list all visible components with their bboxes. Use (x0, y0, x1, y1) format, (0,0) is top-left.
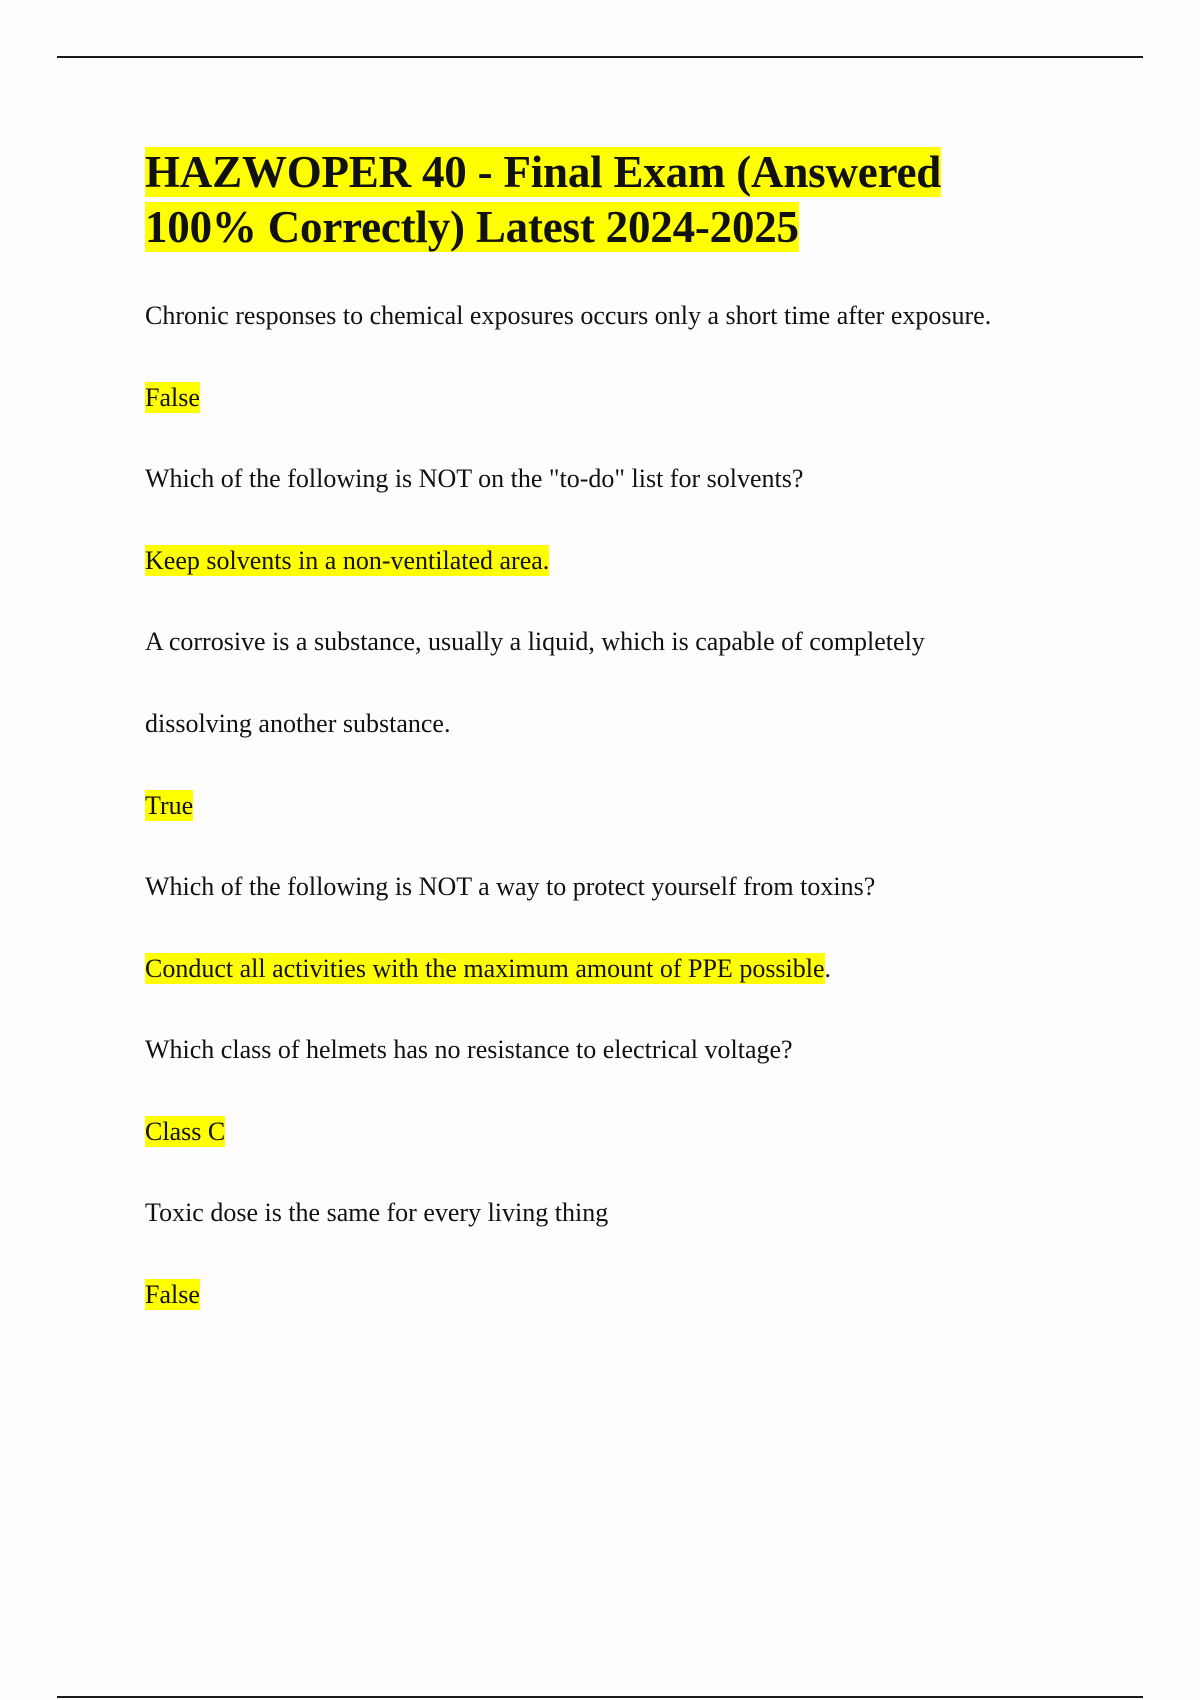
answer-text (145, 765, 1105, 846)
document-title (145, 145, 1105, 255)
question-text-continued: dissolving another substance. (145, 709, 451, 738)
question-text: Which class of helmets has no resistance to electrical voltage? (145, 1035, 793, 1064)
answer-text (145, 1091, 1105, 1172)
answer-text: Conduct all activities with the maximum amount of PPE possible. (145, 954, 832, 983)
question-text: Chronic responses to chemical exposures occurs only a short time after exposure. (145, 301, 992, 330)
question-text: Toxic dose is the same for every living thing (145, 1198, 609, 1227)
answer-highlight: False (145, 1280, 200, 1309)
answer-highlight: Conduct all activities with the maximum amount of PPE possible (145, 954, 825, 983)
title-line-2: 100% Correctly) Latest 2024-2025 (145, 202, 799, 252)
answer-highlight: False (145, 383, 200, 412)
answer-highlight: True (145, 791, 194, 820)
answer-highlight: Keep solvents in a non-ventilated area. (145, 546, 550, 575)
top-rule (57, 56, 1143, 58)
title-line-1: HAZWOPER 40 - Final Exam (Answered (145, 147, 942, 197)
question-answer-list (145, 275, 1105, 1335)
document-body (145, 145, 1105, 1335)
question-text: A corrosive is a substance, usually a liquid, which is capable of completely (145, 627, 925, 656)
question-text: Which of the following is NOT a way to protect yourself from toxins? (145, 872, 876, 901)
bottom-rule (57, 1696, 1143, 1698)
question-text: Which of the following is NOT on the "to-do" list for solvents? (145, 464, 804, 493)
answer-text (145, 357, 1105, 438)
answer-highlight: Class C (145, 1117, 226, 1146)
answer-text (145, 1254, 1105, 1335)
answer-text (145, 520, 1105, 601)
